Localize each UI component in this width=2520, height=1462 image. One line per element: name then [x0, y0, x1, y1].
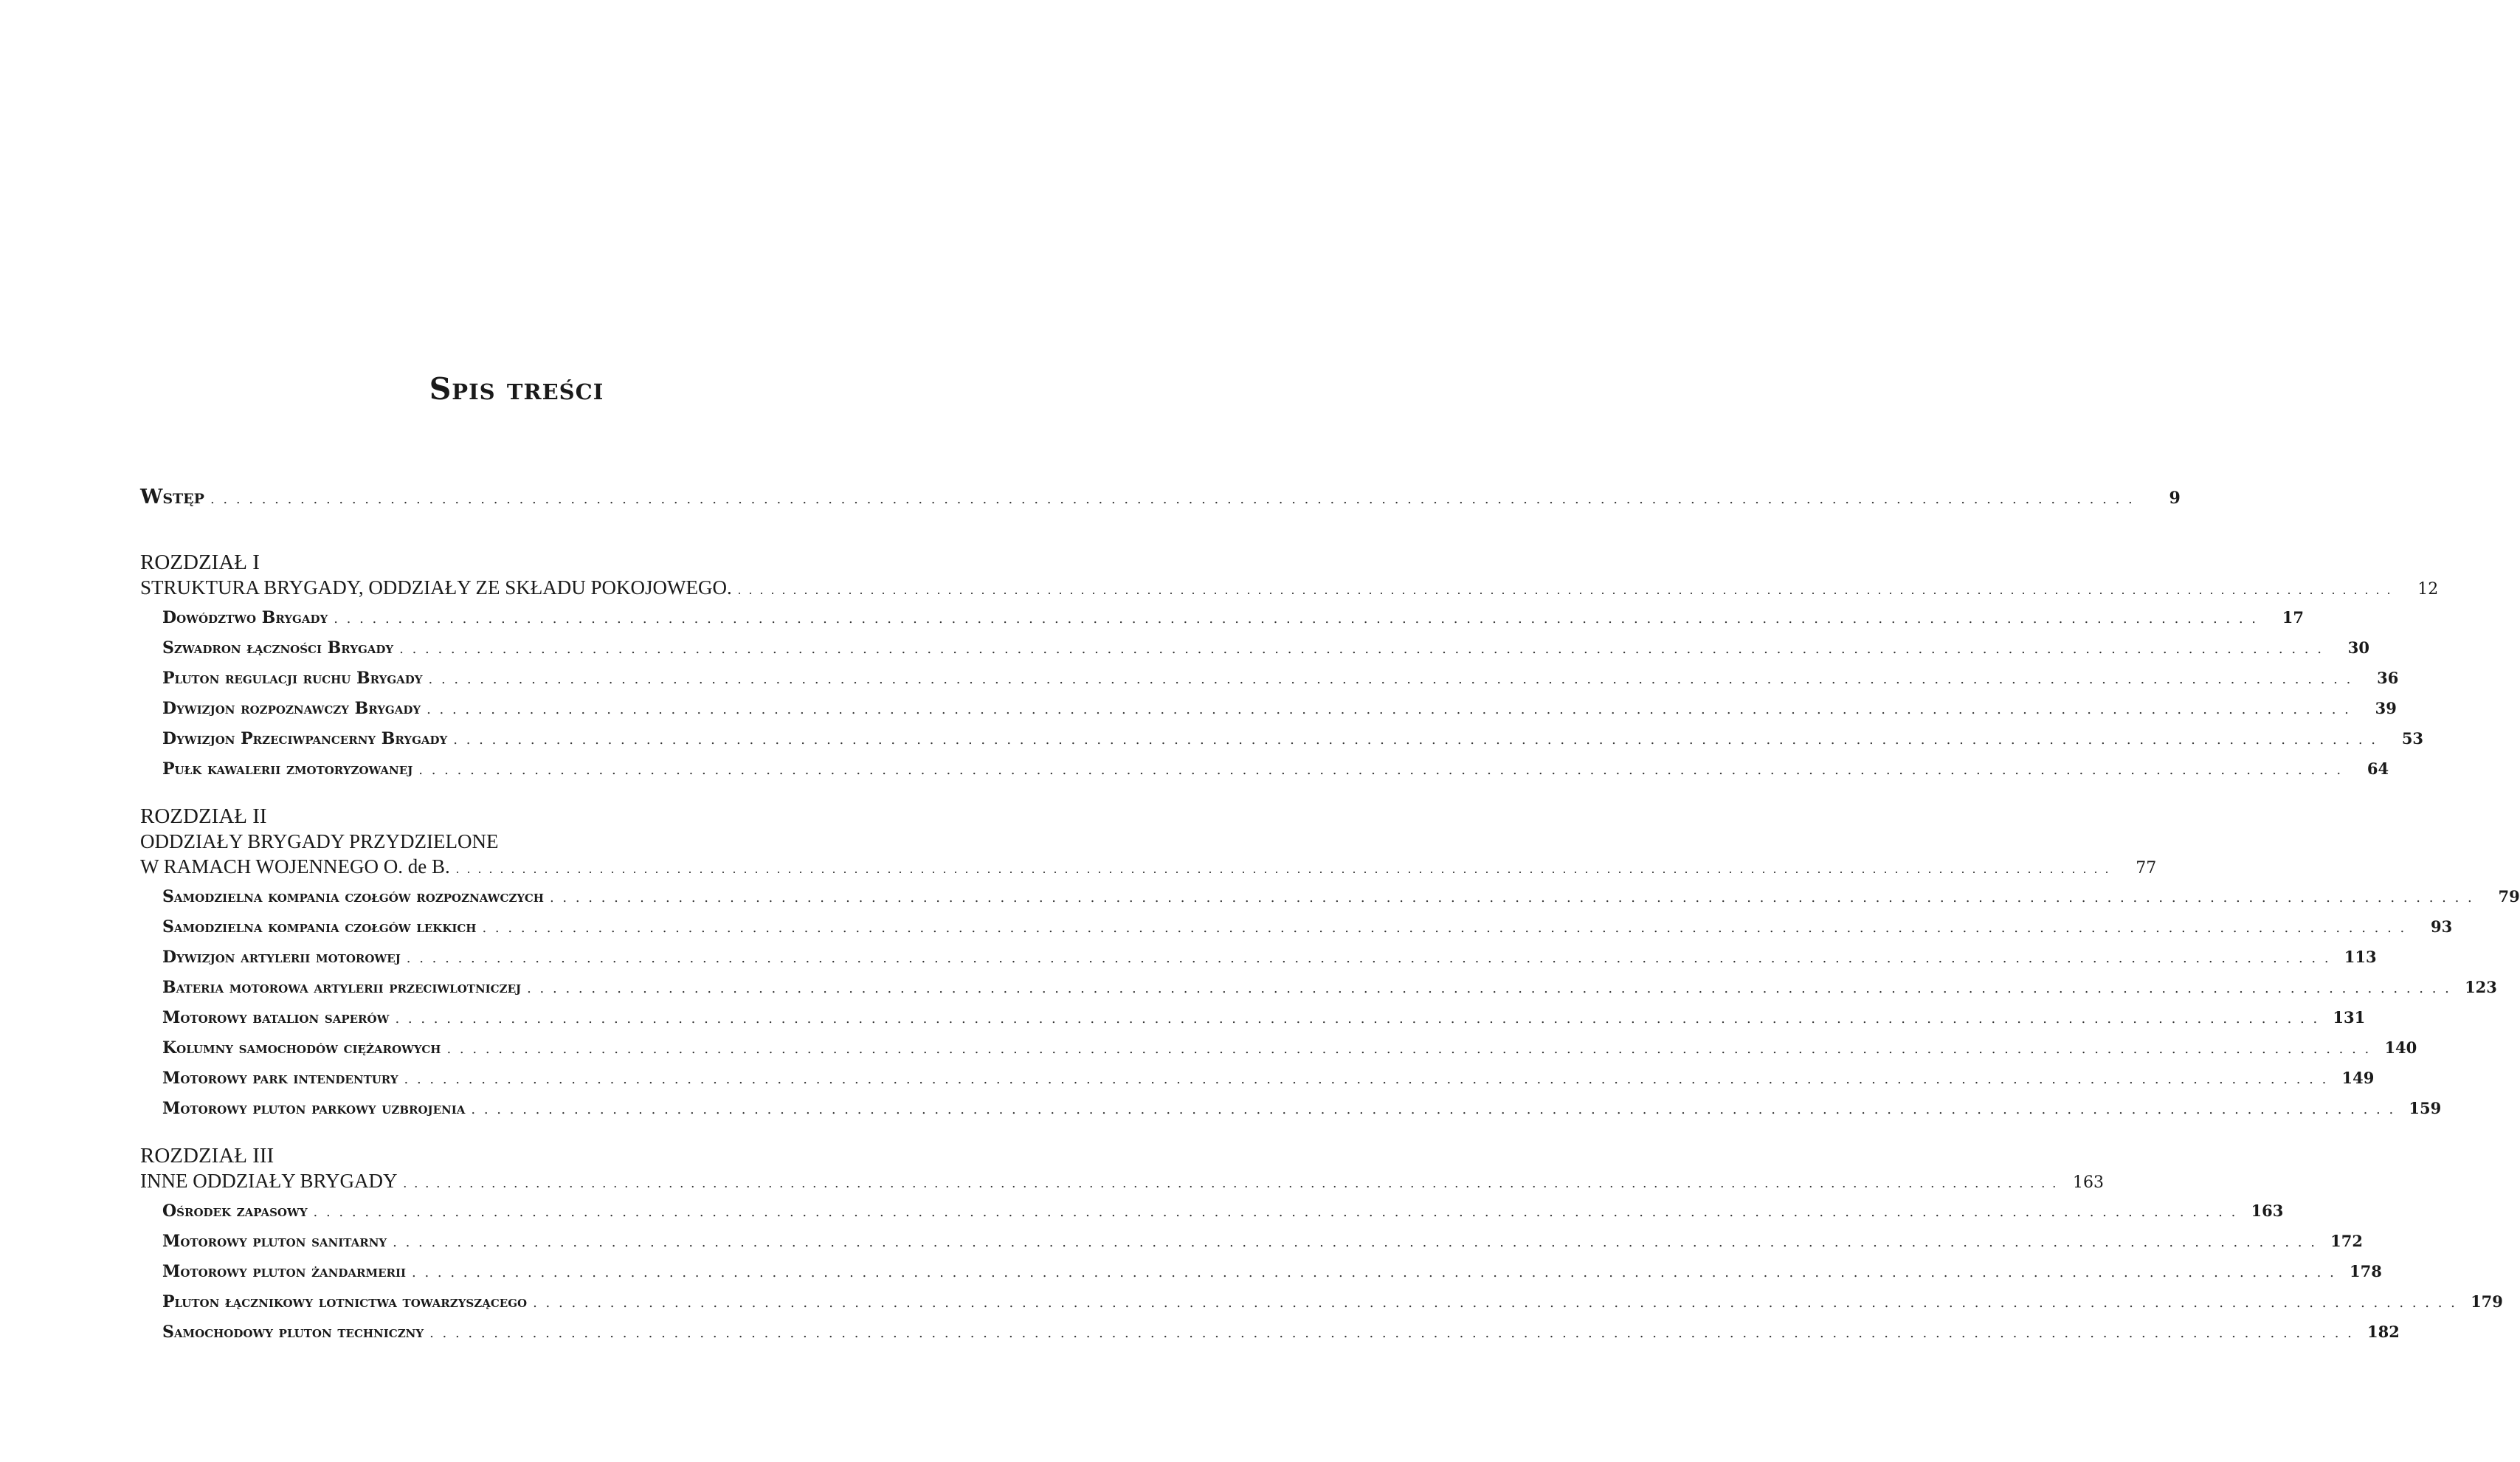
toc-entry-label: Motorowy batalion saperów: [162, 1008, 390, 1027]
toc-page-number: 159: [2409, 1099, 2442, 1117]
toc-page-number: 17: [2282, 608, 2305, 627]
toc-entry[interactable]: [140, 1256, 2382, 1286]
chapter-list: [140, 551, 2520, 1347]
chapter-heading: ROZDZIAŁ II: [140, 804, 267, 828]
toc-entry-label: Samodzielna kompania czołgów lekkich: [162, 917, 477, 937]
dot-leader: . . . . . . . . . . . . . . . . . . . . . . . . . . . . . . . . . . . . . . . . . . . . . . . . . . . . . . . . . . . . . . . . . . . . . . . . . . . . . . . . . . . . . . . . . . . . . . . . . . . . . . . . . . . . . . . . . . . . . . . . . . . . . . . . . . . . . . . . . . . . . . . . . . . . . .: [455, 861, 2111, 876]
dot-leader: . . . . . . . . . . . . . . . . . . . . . . . . . . . . . . . . . . . . . . . . . . . . . . . . . . . . . . . . . . . . . . . . . . . . . . . . . . . . . . . . . . . . . . . . . . . . . . . . . . . . . . . . . . . . . . . . . . . . . . . . . . . . . . . . . . . . . . . . . . . . . . . . . . . . . .: [313, 1204, 2238, 1220]
toc-entry[interactable]: [140, 881, 2520, 911]
toc-page-number: 9: [2169, 489, 2181, 508]
dot-leader: . . . . . . . . . . . . . . . . . . . . . . . . . . . . . . . . . . . . . . . . . . . . . . . . . . . . . . . . . . . . . . . . . . . . . . . . . . . . . . . . . . . . . . . . . . . . . . . . . . . . . . . . . . . . . . . . . . . . . . . . . . . . . . . . . . . . . . . . . . . . . . . . . . . . . .: [471, 1102, 2396, 1117]
toc-page-number: 30: [2347, 638, 2369, 657]
toc-entry[interactable]: [140, 663, 2399, 693]
toc-entry-label: Dywizjon Przeciwpancerny Brygady: [162, 729, 448, 748]
dot-leader: . . . . . . . . . . . . . . . . . . . . . . . . . . . . . . . . . . . . . . . . . . . . . . . . . . . . . . . . . . . . . . . . . . . . . . . . . . . . . . . . . . . . . . . . . . . . . . . . . . . . . . . . . . . . . . . . . . . . . . . . . . . . . . . . . . . . . . . . . . . . . . . . . . . . . .: [427, 702, 2351, 717]
toc-entry[interactable]: [140, 602, 2305, 632]
toc-page-number: 77: [2136, 859, 2157, 877]
chapter-title: INNE ODDZIAŁY BRYGADY: [140, 1170, 398, 1192]
dot-leader: . . . . . . . . . . . . . . . . . . . . . . . . . . . . . . . . . . . . . . . . . . . . . . . . . . . . . . . . . . . . . . . . . . . . . . . . . . . . . . . . . . . . . . . . . . . . . . . . . . . . . . . . . . . . . . . . . . . . . . . . . . . . . . . . . . . . . . . . . . . . . . . . . . . . . .: [393, 1235, 2317, 1250]
toc-entry[interactable]: [140, 1063, 2375, 1093]
toc-page-number: 36: [2377, 669, 2399, 687]
toc-entry-label: Kolumny samochodów ciężarowych: [162, 1038, 441, 1058]
toc-entry[interactable]: [140, 1226, 2363, 1256]
dot-leader: . . . . . . . . . . . . . . . . . . . . . . . . . . . . . . . . . . . . . . . . . . . . . . . . . . . . . . . . . . . . . . . . . . . . . . . . . . . . . . . . . . . . . . . . . . . . . . . . . . . . . . . . . . . . . . . . . . . . . . . . . . . . . . . . . . . . . . . . . . . . . . . . . . . . . .: [429, 1325, 2354, 1341]
dot-leader: . . . . . . . . . . . . . . . . . . . . . . . . . . . . . . . . . . . . . . . . . . . . . . . . . . . . . . . . . . . . . . . . . . . . . . . . . . . . . . . . . . . . . . . . . . . . . . . . . . . . . . . . . . . . . . . . . . . . . . . . . . . . . . . . . . . . . . . . . . . . . . . . . . . . . .: [418, 762, 2344, 778]
toc-entry-label: Dowództwo Brygady: [162, 608, 328, 627]
dot-leader: . . . . . . . . . . . . . . . . . . . . . . . . . . . . . . . . . . . . . . . . . . . . . . . . . . . . . . . . . . . . . . . . . . . . . . . . . . . . . . . . . . . . . . . . . . . . . . . . . . . . . . . . . . . . . . . . . . . . . . . . . . . . . . . . . . . . . . . . . . . . . . . . . . . . . .: [527, 981, 2451, 996]
toc-page-number: 149: [2341, 1069, 2375, 1087]
dot-leader: . . . . . . . . . . . . . . . . . . . . . . . . . . . . . . . . . . . . . . . . . . . . . . . . . . . . . . . . . . . . . . . . . . . . . . . . . . . . . . . . . . . . . . . . . . . . . . . . . . . . . . . . . . . . . . . . . . . . . . . . . . . . . . . . . . . . . . . . . . . . . . . . . . . . . .: [549, 890, 2474, 906]
toc-entry-label: Bateria motorowa artylerii przeciwlotniczej: [162, 978, 522, 997]
toc-page-number: 179: [2471, 1292, 2503, 1311]
chapter-title-line: ODDZIAŁY BRYGADY PRZYDZIELONE: [140, 830, 499, 852]
toc-entry-label: Szwadron łączności Brygady: [162, 638, 394, 658]
toc-entry[interactable]: [140, 723, 2424, 754]
toc-page-number: 53: [2401, 729, 2424, 748]
chapter-heading: ROZDZIAŁ I: [140, 551, 260, 574]
toc-entry-label: Dywizjon rozpoznawczy Brygady: [162, 699, 421, 718]
dot-leader: . . . . . . . . . . . . . . . . . . . . . . . . . . . . . . . . . . . . . . . . . . . . . . . . . . . . . . . . . . . . . . . . . . . . . . . . . . . . . . . . . . . . . . . . . . . . . . . . . . . . . . . . . . . . . . . . . . . . . . . . . . . . . . . . . . . . . . . . . . . . . . . . . . . . . .: [334, 611, 2259, 627]
toc-entry-label: Motorowy pluton żandarmerii: [162, 1262, 407, 1281]
toc-page-number: 123: [2465, 978, 2497, 996]
toc-entry-intro[interactable]: [140, 486, 2181, 530]
toc-entry-label: Wstęp: [140, 486, 204, 508]
dot-leader: . . . . . . . . . . . . . . . . . . . . . . . . . . . . . . . . . . . . . . . . . . . . . . . . . . . . . . . . . . . . . . . . . . . . . . . . . . . . . . . . . . . . . . . . . . . . . . . . . . . . . . . . . . . . . . . . . . . . . . . . . . . . . . . . . . . . . . . . . . . . . . . . . . . . . .: [210, 492, 2135, 507]
dot-leader: . . . . . . . . . . . . . . . . . . . . . . . . . . . . . . . . . . . . . . . . . . . . . . . . . . . . . . . . . . . . . . . . . . . . . . . . . . . . . . . . . . . . . . . . . . . . . . . . . . . . . . . . . . . . . . . . . . . . . . . . . . . . . . . . . . . . . . . . . . . . . . . . . . . . . .: [533, 1295, 2457, 1311]
toc-page-number: 172: [2330, 1232, 2363, 1250]
dot-leader: . . . . . . . . . . . . . . . . . . . . . . . . . . . . . . . . . . . . . . . . . . . . . . . . . . . . . . . . . . . . . . . . . . . . . . . . . . . . . . . . . . . . . . . . . . . . . . . . . . . . . . . . . . . . . . . . . . . . . . . . . . . . . . . . . . . . . . . . . . . . . . . . . . . . . .: [404, 1072, 2329, 1087]
chapter-title-entry[interactable]: [140, 854, 2157, 881]
toc-entry-label: Pluton łącznikowy lotnictwa towarzyszącego: [162, 1292, 528, 1311]
toc-entry[interactable]: [140, 1093, 2442, 1123]
dot-leader: . . . . . . . . . . . . . . . . . . . . . . . . . . . . . . . . . . . . . . . . . . . . . . . . . . . . . . . . . . . . . . . . . . . . . . . . . . . . . . . . . . . . . . . . . . . . . . . . . . . . . . . . . . . . . . . . . . . . . . . . . . . . . . . . . . . . . . . . . . . . . . . . . . . . . .: [482, 920, 2407, 936]
toc-entry[interactable]: [140, 693, 2397, 723]
toc-entry-label: Motorowy park intendentury: [162, 1069, 398, 1088]
toc-entry-label: Pułk kawalerii zmotoryzowanej: [162, 759, 413, 779]
toc-entry[interactable]: [140, 1032, 2417, 1063]
chapter-heading: ROZDZIAŁ III: [140, 1144, 275, 1168]
chapter-title-entry[interactable]: [140, 575, 2439, 602]
toc-page-number: 178: [2349, 1262, 2382, 1280]
toc-page-number: 131: [2333, 1008, 2366, 1027]
toc-page-number: 182: [2367, 1323, 2400, 1341]
toc-entry[interactable]: [140, 972, 2497, 1002]
toc-entry-label: Pluton regulacji ruchu Brygady: [162, 669, 423, 688]
toc-page-number: 64: [2367, 759, 2389, 778]
toc-page-number: 163: [2251, 1201, 2284, 1220]
toc-entry[interactable]: [140, 1317, 2400, 1347]
toc-entry[interactable]: [140, 1286, 2503, 1317]
dot-leader: . . . . . . . . . . . . . . . . . . . . . . . . . . . . . . . . . . . . . . . . . . . . . . . . . . . . . . . . . . . . . . . . . . . . . . . . . . . . . . . . . . . . . . . . . . . . . . . . . . . . . . . . . . . . . . . . . . . . . . . . . . . . . . . . . . . . . . . . . . . . . . . . . . . . . .: [453, 732, 2378, 748]
toc-entry-label: Motorowy pluton parkowy uzbrojenia: [162, 1099, 466, 1118]
toc-entry-label: Ośrodek zapasowy: [162, 1201, 308, 1221]
dot-leader: . . . . . . . . . . . . . . . . . . . . . . . . . . . . . . . . . . . . . . . . . . . . . . . . . . . . . . . . . . . . . . . . . . . . . . . . . . . . . . . . . . . . . . . . . . . . . . . . . . . . . . . . . . . . . . . . . . . . . . . . . . . . . . . . . . . . . . . . . . . . . . . . . . . . . .: [412, 1265, 2336, 1280]
toc-entry[interactable]: [140, 942, 2377, 972]
toc-page-number: 113: [2344, 948, 2377, 966]
toc-entry[interactable]: [140, 754, 2389, 784]
dot-leader: . . . . . . . . . . . . . . . . . . . . . . . . . . . . . . . . . . . . . . . . . . . . . . . . . . . . . . . . . . . . . . . . . . . . . . . . . . . . . . . . . . . . . . . . . . . . . . . . . . . . . . . . . . . . . . . . . . . . . . . . . . . . . . . . . . . . . . . . . . . . . . . . . . . . . .: [446, 1041, 2372, 1057]
toc-entry-label: Motorowy pluton sanitarny: [162, 1232, 387, 1251]
table-of-contents: [140, 480, 2520, 1347]
toc-entry[interactable]: [140, 1002, 2366, 1032]
dot-leader: . . . . . . . . . . . . . . . . . . . . . . . . . . . . . . . . . . . . . . . . . . . . . . . . . . . . . . . . . . . . . . . . . . . . . . . . . . . . . . . . . . . . . . . . . . . . . . . . . . . . . . . . . . . . . . . . . . . . . . . . . . . . . . . . . . . . . . . . . . . . . . . . . . . . . .: [406, 951, 2331, 966]
toc-entry-label: Samodzielna kompania czołgów rozpoznawczych: [162, 887, 544, 906]
dot-leader: . . . . . . . . . . . . . . . . . . . . . . . . . . . . . . . . . . . . . . . . . . . . . . . . . . . . . . . . . . . . . . . . . . . . . . . . . . . . . . . . . . . . . . . . . . . . . . . . . . . . . . . . . . . . . . . . . . . . . . . . . . . . . . . . . . . . . . . . . . . . . . . . . . . . . .: [399, 641, 2324, 657]
toc-page-number: 163: [2072, 1173, 2104, 1192]
chapter-title: W RAMACH WOJENNEGO O. de B.: [140, 855, 450, 877]
page-title: Spis treści: [429, 371, 604, 407]
toc-entry[interactable]: [140, 911, 2453, 942]
dot-leader: . . . . . . . . . . . . . . . . . . . . . . . . . . . . . . . . . . . . . . . . . . . . . . . . . . . . . . . . . . . . . . . . . . . . . . . . . . . . . . . . . . . . . . . . . . . . . . . . . . . . . . . . . . . . . . . . . . . . . . . . . . . . . . . . . . . . . . . . . . . . . . . . . . . . . .: [395, 1011, 2320, 1027]
chapter-title-entry[interactable]: [140, 1168, 2104, 1196]
toc-entry-label: Samochodowy pluton techniczny: [162, 1323, 424, 1342]
toc-page-number: 140: [2384, 1038, 2417, 1057]
dot-leader: . . . . . . . . . . . . . . . . . . . . . . . . . . . . . . . . . . . . . . . . . . . . . . . . . . . . . . . . . . . . . . . . . . . . . . . . . . . . . . . . . . . . . . . . . . . . . . . . . . . . . . . . . . . . . . . . . . . . . . . . . . . . . . . . . . . . . . . . . . . . . . . . . . . . . .: [403, 1176, 2058, 1190]
dot-leader: . . . . . . . . . . . . . . . . . . . . . . . . . . . . . . . . . . . . . . . . . . . . . . . . . . . . . . . . . . . . . . . . . . . . . . . . . . . . . . . . . . . . . . . . . . . . . . . . . . . . . . . . . . . . . . . . . . . . . . . . . . . . . . . . . . . . . . . . . . . . . . . . . . . . . .: [737, 582, 2393, 597]
toc-page-number: 12: [2417, 580, 2439, 599]
toc-page-number: 93: [2431, 917, 2453, 936]
toc-page-number: 39: [2375, 699, 2397, 717]
dot-leader: . . . . . . . . . . . . . . . . . . . . . . . . . . . . . . . . . . . . . . . . . . . . . . . . . . . . . . . . . . . . . . . . . . . . . . . . . . . . . . . . . . . . . . . . . . . . . . . . . . . . . . . . . . . . . . . . . . . . . . . . . . . . . . . . . . . . . . . . . . . . . . . . . . . . . .: [428, 672, 2353, 687]
toc-page-number: 79: [2498, 887, 2520, 906]
toc-entry[interactable]: [140, 1196, 2284, 1226]
toc-entry[interactable]: [140, 632, 2369, 663]
toc-entry-label: Dywizjon artylerii motorowej: [162, 948, 401, 967]
chapter-title: STRUKTURA BRYGADY, ODDZIAŁY ZE SKŁADU POKOJOWEGO.: [140, 576, 732, 599]
